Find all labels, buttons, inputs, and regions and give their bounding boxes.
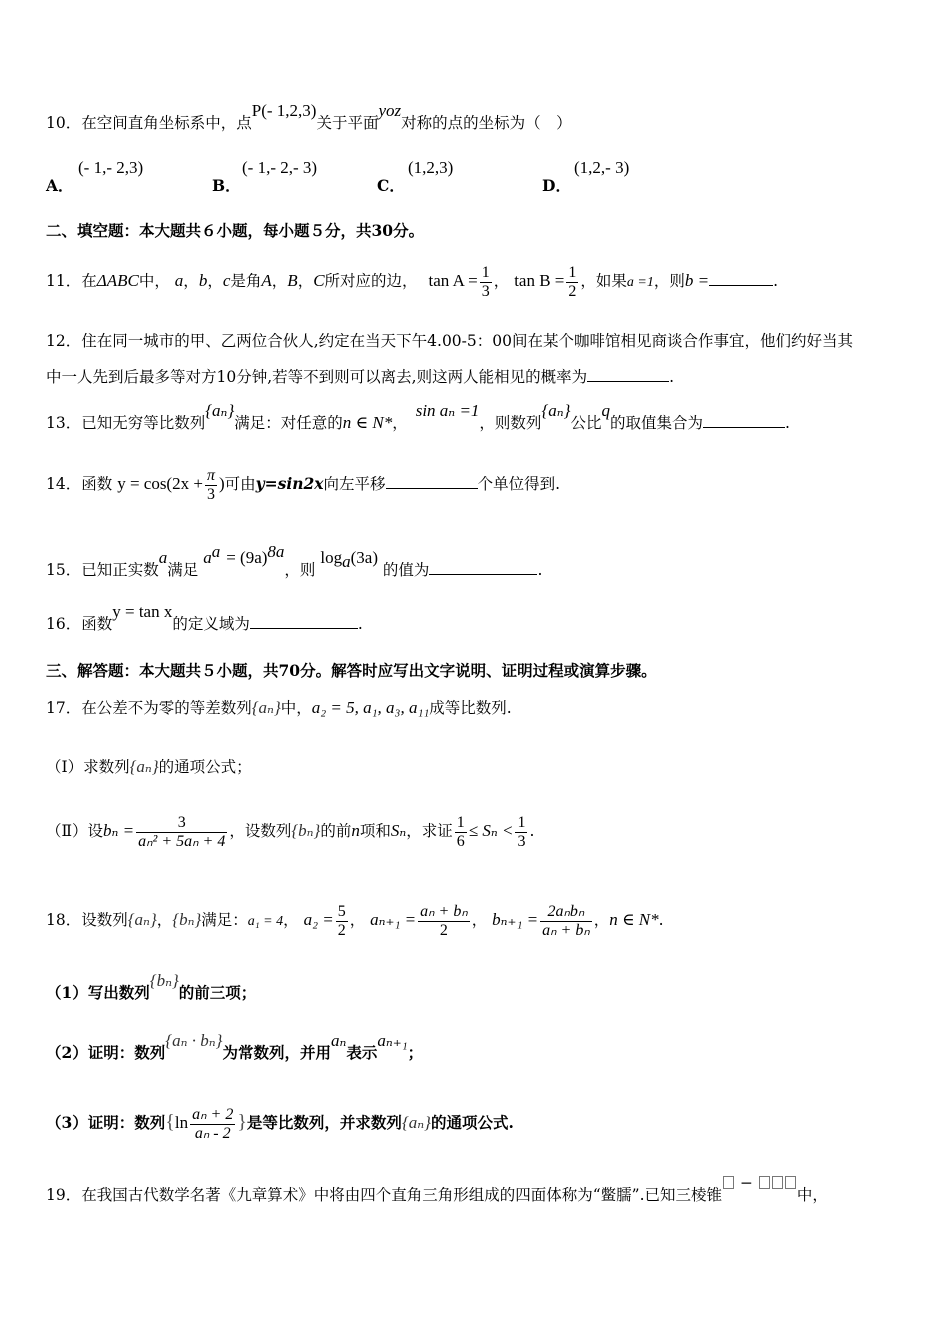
punctuation: . xyxy=(357,615,363,633)
denominator: aₙ² + 5aₙ + 4 xyxy=(138,832,226,850)
log-arg: (3a) xyxy=(350,548,378,568)
fraction-a-n-plus-1 xyxy=(418,903,470,940)
math-equation-rhs: = (9a) xyxy=(226,548,268,568)
denominator: 3 xyxy=(517,832,526,850)
missing-glyph-icon xyxy=(772,1176,783,1189)
math-var: aₙ₊₁ xyxy=(377,1031,408,1050)
left-brace: { xyxy=(165,1111,175,1133)
question-number: 16． xyxy=(46,615,82,633)
math-sequence: {aₙ} xyxy=(251,698,281,717)
question-text: 的通项公式； xyxy=(158,758,252,776)
right-brace: } xyxy=(237,1111,247,1133)
question-text: 公比 xyxy=(570,414,602,432)
math-var: b xyxy=(198,271,208,290)
denominator: 3 xyxy=(206,485,215,503)
question-number: 11． xyxy=(46,272,82,290)
punctuation: . xyxy=(529,822,535,840)
question-text: 向左平移 xyxy=(323,475,386,493)
punctuation: ； xyxy=(407,1043,424,1062)
punctuation: . xyxy=(658,911,664,929)
answer-blank[interactable] xyxy=(703,413,785,428)
question-text: 是等比数列，并求数列 xyxy=(246,1113,402,1132)
question-text: 中一人先到后最多等对方10分钟,若等不到则可以离去,则这两人能相见的概率为 xyxy=(46,368,588,386)
punctuation: ， xyxy=(349,911,366,929)
fraction-tan-a xyxy=(480,264,492,301)
question-text: 个单位得到. xyxy=(477,475,560,493)
missing-glyph-icon xyxy=(759,1176,770,1189)
question-text: 中， xyxy=(138,272,170,290)
question-text: 在空间直角坐标系中，点 xyxy=(81,114,252,132)
question-text: 表示 xyxy=(346,1043,378,1062)
question-text: 可由 xyxy=(224,475,256,493)
option-d-value: (1,2,- 3) xyxy=(574,158,630,177)
numerator: aₙ + bₙ xyxy=(420,902,468,920)
math-tan-b: tan B = xyxy=(514,271,565,290)
denominator: aₙ + bₙ xyxy=(542,921,590,939)
question-text: 关于平面 xyxy=(316,114,379,132)
numerator: 5 xyxy=(337,902,346,920)
numerator: 1 xyxy=(456,813,465,831)
math-tan-a: tan A = xyxy=(428,271,478,290)
denominator: 2 xyxy=(568,282,577,300)
question-text: 的值为 xyxy=(382,561,430,580)
question-text: 对称的点的坐标为（ ） xyxy=(401,114,572,132)
question-text: 满足 xyxy=(167,561,199,580)
math-var: B xyxy=(287,271,298,290)
question-text: 函数 xyxy=(81,475,113,493)
question-text: 的前 xyxy=(320,822,352,840)
answer-blank[interactable] xyxy=(587,367,669,382)
question-text: 成等比数列. xyxy=(429,699,512,717)
math-equation xyxy=(203,542,285,568)
question-text: 中， xyxy=(280,699,312,717)
answer-blank[interactable] xyxy=(250,614,358,629)
question-11: 11．在ΔABC中， a，b，c是角A，B，C所对应的边， tan A = $\frac{1}{3}$ ， tan B = $\frac{1}{2}$ ，如果a =1，则b = . xyxy=(46,263,779,300)
numerator: 3 xyxy=(136,814,227,833)
option-b-label: B． xyxy=(212,176,241,195)
question-text: ，则数列 xyxy=(479,414,542,432)
question-text: 的定义域为 xyxy=(172,615,250,633)
part-label: （2）证明：数列 xyxy=(46,1043,166,1062)
question-text: 满足：对任意的 xyxy=(234,414,343,432)
question-18 xyxy=(46,896,664,946)
denominator: 6 xyxy=(456,832,465,850)
answer-blank[interactable] xyxy=(709,271,773,286)
question-12-line-2 xyxy=(46,366,674,388)
math-function: y = tan x xyxy=(112,602,173,621)
log-base: a xyxy=(342,552,351,572)
source-function: y=sin2x xyxy=(255,474,324,493)
missing-glyph-icon xyxy=(723,1176,734,1189)
question-text: 已知无穷等比数列 xyxy=(81,414,206,432)
question-text: ，如果 xyxy=(580,272,627,290)
question-18-part-3 xyxy=(46,1098,514,1147)
math-var: C xyxy=(313,271,325,290)
math-ask: b = xyxy=(684,271,710,290)
math-b-n-plus-1: bₙ₊₁ = xyxy=(492,910,539,929)
math-var: Sₙ xyxy=(390,821,407,840)
math-sequence: {aₙ} xyxy=(205,401,235,420)
math-sequence-b: {bₙ} xyxy=(172,910,202,929)
question-10 xyxy=(46,101,572,134)
numerator: 2aₙbₙ xyxy=(540,903,592,922)
question-17 xyxy=(46,697,512,719)
math-point: P(- 1,2,3) xyxy=(251,101,317,120)
math-function: y = cos(2x + xyxy=(117,474,203,493)
fraction-b-n-plus-1 xyxy=(540,903,592,940)
math-log xyxy=(320,548,378,572)
math-sequence: {bₙ} xyxy=(149,971,179,990)
math-condition: a₂ = 5, a₁, a₃, a₁₁ xyxy=(311,698,430,717)
math-sequence: {aₙ} xyxy=(541,401,571,420)
part-label: （1）写出数列 xyxy=(46,983,150,1002)
question-19 xyxy=(46,1174,828,1206)
math-a2: a₂ = xyxy=(303,910,334,929)
punctuation: ， xyxy=(283,911,299,929)
part-label: （3）证明：数列 xyxy=(46,1113,166,1132)
question-text: ，求证 xyxy=(406,822,453,840)
question-text: ，则 xyxy=(284,561,316,580)
punctuation: ， xyxy=(471,911,488,929)
math-condition: n ∈ N* xyxy=(609,910,659,929)
question-text: 是角 xyxy=(230,272,262,290)
math-function: ) xyxy=(218,474,225,493)
question-number: 18． xyxy=(46,911,82,929)
option-a-value: (- 1,- 2,3) xyxy=(78,158,144,177)
math-var: a xyxy=(158,548,168,568)
math-var: a xyxy=(174,271,184,290)
math-var: n xyxy=(351,821,360,840)
fraction-upper-bound xyxy=(515,814,527,851)
question-16 xyxy=(46,602,363,635)
numerator: π xyxy=(206,466,215,484)
math-sequence: {bₙ} xyxy=(291,821,321,840)
question-number: 17． xyxy=(46,699,82,717)
punctuation: ， xyxy=(593,911,610,929)
question-text: 在我国古代数学名著《九章算术》中将由四个直角三角形组成的四面体称为“鳖臑”.已知三棱锥 xyxy=(81,1186,723,1204)
question-17-part-1 xyxy=(46,756,252,778)
section-heading-solutions: 三、解答题：本大题共５小题，共70分。解答时应写出文字说明、证明过程或演算步骤。 xyxy=(46,661,657,680)
question-13 xyxy=(46,401,790,434)
math-var: A xyxy=(261,271,272,290)
math-ln: ln xyxy=(174,1113,189,1132)
math-base: a xyxy=(203,548,212,568)
option-b-value: (- 1,- 2,- 3) xyxy=(242,158,318,177)
missing-glyph-icon xyxy=(785,1176,796,1189)
part-label: （Ⅰ）求数列 xyxy=(46,758,130,776)
math-sequence: {aₙ · bₙ} xyxy=(165,1031,223,1050)
numerator: 1 xyxy=(517,813,526,831)
math-plane: yoz xyxy=(378,101,402,120)
math-exponent: a xyxy=(211,542,221,561)
fraction-tan-b xyxy=(566,264,578,301)
question-18-part-2 xyxy=(46,1031,424,1064)
option-c-value: (1,2,3) xyxy=(408,158,454,177)
punctuation: . xyxy=(669,368,675,386)
section-heading-fill-in: 二、填空题：本大题共６小题，每小题５分，共30分。 xyxy=(46,221,425,240)
question-text: ， xyxy=(392,414,408,432)
punctuation: ， xyxy=(156,911,173,929)
question-text: 已知正实数 xyxy=(81,561,159,580)
question-text: 中， xyxy=(796,1186,828,1204)
math-sequence: {aₙ} xyxy=(401,1113,431,1132)
punctuation: . xyxy=(537,561,543,580)
question-number: 13． xyxy=(46,414,82,432)
question-text: 设数列 xyxy=(81,911,128,929)
math-condition: a =1 xyxy=(626,275,654,290)
question-15 xyxy=(46,542,543,585)
math-a1: a₁ = 4 xyxy=(247,914,284,929)
question-text: ，设数列 xyxy=(229,822,292,840)
math-a-n-plus-1: aₙ₊₁ = xyxy=(370,910,417,929)
question-text: 的取值集合为 xyxy=(609,414,703,432)
numerator: 1 xyxy=(568,263,577,281)
question-number: 15． xyxy=(46,561,82,580)
denominator: aₙ - 2 xyxy=(194,1124,231,1142)
fraction-a2 xyxy=(336,903,348,940)
question-text: 在 xyxy=(81,272,97,290)
math-condition: sin aₙ =1 xyxy=(415,401,480,420)
question-12-line-1: 12．住在同一城市的甲、乙两位合伙人,约定在当天下午4.00-5：00间在某个咖啡馆相见商谈合作事宜，他们约好当其 xyxy=(46,332,853,350)
fraction-b-n xyxy=(136,814,227,851)
option-a-label: A． xyxy=(46,176,74,195)
math-sequence: {aₙ} xyxy=(129,757,159,776)
log-op: log xyxy=(320,548,343,568)
math-sequence-a: {aₙ} xyxy=(127,910,157,929)
math-b-n: bₙ = xyxy=(103,821,135,840)
answer-blank[interactable] xyxy=(386,474,478,489)
denominator: 2 xyxy=(337,921,346,939)
math-inequality: ≤ Sₙ < xyxy=(468,821,514,840)
question-text: 的通项公式. xyxy=(430,1113,514,1132)
fraction-lower-bound xyxy=(455,814,467,851)
option-d-label: D． xyxy=(542,176,571,195)
question-text: ，则 xyxy=(653,272,685,290)
question-text: 满足： xyxy=(201,911,248,929)
math-exponent: 8a xyxy=(267,542,285,561)
math-var: aₙ xyxy=(330,1031,347,1050)
fraction-ln-argument xyxy=(190,1106,235,1143)
answer-blank[interactable] xyxy=(429,560,537,575)
question-text: 项和 xyxy=(359,822,391,840)
math-var: c xyxy=(222,271,231,290)
denominator: 3 xyxy=(481,282,490,300)
missing-glyph-placeholder xyxy=(722,1174,797,1192)
question-number: 19． xyxy=(46,1186,82,1204)
math-dash: − xyxy=(735,1174,758,1192)
punctuation: . xyxy=(784,414,790,432)
math-condition: n ∈ N* xyxy=(342,413,393,432)
math-var: q xyxy=(601,401,610,420)
question-number: 10． xyxy=(46,114,82,132)
numerator: 1 xyxy=(481,263,490,281)
denominator: 2 xyxy=(439,921,448,939)
math-triangle: ΔABC xyxy=(96,271,139,290)
numerator: aₙ + 2 xyxy=(192,1105,234,1123)
question-number: 14． xyxy=(46,475,82,493)
question-text: 的前三项； xyxy=(178,983,257,1002)
question-17-part-2 xyxy=(46,808,534,854)
question-18-part-1 xyxy=(46,971,257,1004)
punctuation: . xyxy=(773,272,779,290)
question-text: 为常数列，并用 xyxy=(222,1043,331,1062)
part-label: （Ⅱ）设 xyxy=(46,822,104,840)
fraction-pi-over-3 xyxy=(205,467,217,504)
question-text: 函数 xyxy=(81,615,113,633)
option-c-label: C． xyxy=(377,176,405,195)
question-text: 在公差不为零的等差数列 xyxy=(81,699,252,717)
question-14 xyxy=(46,462,560,506)
question-text: 所对应的边， xyxy=(324,272,418,290)
